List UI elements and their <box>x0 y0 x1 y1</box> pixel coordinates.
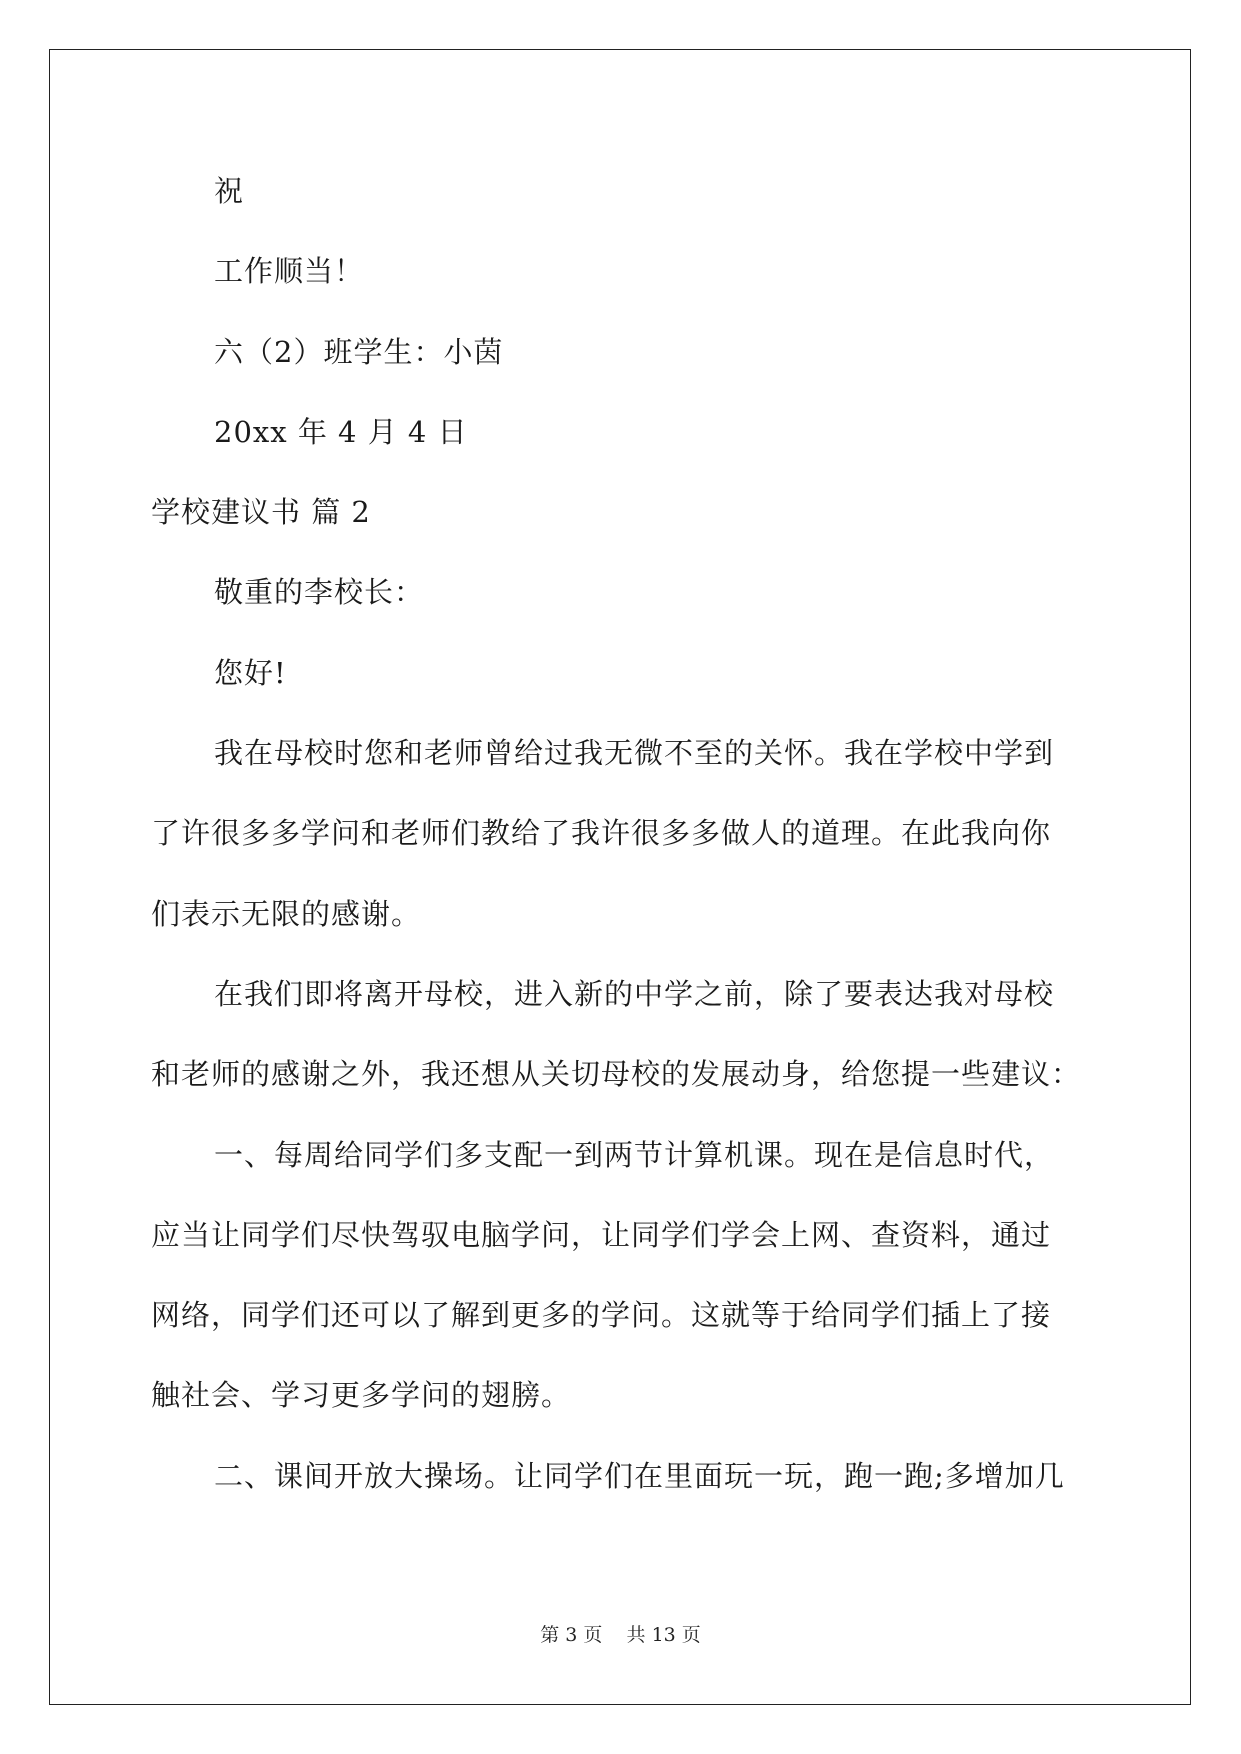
page-number: 第 3 页 <box>540 1624 603 1646</box>
paragraph-line: 应当让同学们尽快驾驭电脑学问，让同学们学会上网、查资料，通过 <box>151 1218 1052 1252</box>
page-total: 共 13 页 <box>626 1624 701 1646</box>
signature-student: 六（2）班学生：小茵 <box>214 335 504 369</box>
paragraph-line: 二、课间开放大操场。让同学们在里面玩一玩，跑一跑;多增加几 <box>214 1459 1065 1493</box>
salutation: 敬重的李校长： <box>214 575 425 609</box>
paragraph-line: 在我们即将离开母校，进入新的中学之前，除了要表达我对母校 <box>214 977 1055 1011</box>
paragraph-line: 和老师的感谢之外，我还想从关切母校的发展动身，给您提一些建议： <box>151 1057 1082 1091</box>
closing-wish: 祝 <box>214 174 245 208</box>
signature-date: 20xx 年 4 月 4 日 <box>214 415 468 449</box>
paragraph-line: 我在母校时您和老师曾给过我无微不至的关怀。我在学校中学到 <box>214 736 1055 770</box>
paragraph-line: 一、每周给同学们多支配一到两节计算机课。现在是信息时代， <box>214 1138 1055 1172</box>
section-title: 学校建议书 篇 2 <box>151 495 371 529</box>
paragraph-line: 网络，同学们还可以了解到更多的学问。这就等于给同学们插上了接 <box>151 1298 1052 1332</box>
closing-blessing: 工作顺当！ <box>214 254 365 288</box>
paragraph-line: 们表示无限的感谢。 <box>151 897 422 931</box>
greeting: 您好! <box>214 656 287 690</box>
page-footer <box>0 1623 1241 1647</box>
paragraph-line: 了许很多多学问和老师们教给了我许很多多做人的道理。在此我向你 <box>151 816 1052 850</box>
paragraph-line: 触社会、学习更多学问的翅膀。 <box>151 1378 572 1412</box>
